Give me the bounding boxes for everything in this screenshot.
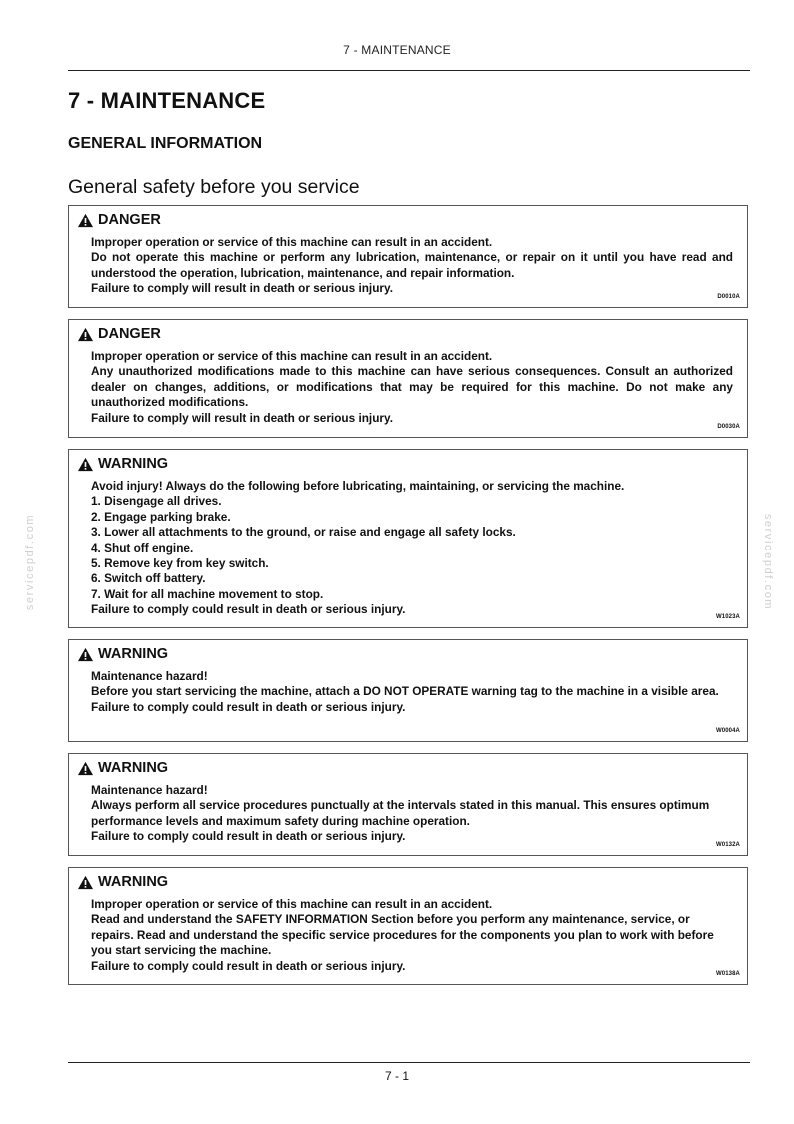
notice-line: Improper operation or service of this machine can result in an accident.	[91, 349, 493, 363]
notice-line: Maintenance hazard!	[91, 669, 208, 683]
notice-list-item: 2. Engage parking brake.	[91, 509, 231, 524]
notice-line: Failure to comply will result in death or serious injury.	[91, 281, 393, 296]
notice-list-item: 1. Disengage all drives.	[91, 494, 222, 509]
notice-code: W0138A	[716, 971, 740, 977]
danger-notice	[68, 205, 748, 308]
notice-line: Failure to comply could result in death or serious injury.	[91, 602, 406, 617]
header-rule	[68, 70, 750, 71]
notice-heading	[77, 760, 168, 776]
notice-heading	[77, 326, 161, 342]
notice-line: Failure to comply will result in death or serious injury.	[91, 410, 393, 425]
footer-rule	[68, 1062, 750, 1063]
notice-body	[91, 783, 733, 845]
danger-notice	[68, 319, 748, 438]
warning-triangle-icon	[77, 875, 94, 890]
notice-heading-label: WARNING	[98, 874, 169, 890]
notice-line: Failure to comply could result in death or serious injury.	[91, 829, 406, 844]
watermark-right: servicepdf.com	[762, 513, 774, 611]
notice-heading	[77, 874, 168, 890]
warning-notice	[68, 449, 748, 628]
warning-notice	[68, 867, 748, 985]
chapter-title: 7 - MAINTENANCE	[68, 88, 266, 113]
notice-list-item: 7. Wait for all machine movement to stop.	[91, 586, 324, 601]
running-header: 7 - MAINTENANCE	[343, 43, 451, 57]
notice-body	[91, 669, 733, 715]
page-number: 7 - 1	[384, 1069, 409, 1083]
warning-notice	[68, 753, 748, 856]
notice-heading-label: DANGER	[98, 326, 161, 342]
notice-body	[91, 235, 733, 297]
notice-heading-label: WARNING	[98, 760, 169, 776]
warning-triangle-icon	[77, 761, 94, 776]
notice-body	[91, 349, 733, 426]
warning-triangle-icon	[77, 647, 94, 662]
notice-line: Improper operation or service of this machine can result in an accident.	[91, 897, 493, 911]
notice-code: W1023A	[716, 614, 740, 620]
notice-list-item: 4. Shut off engine.	[91, 540, 194, 555]
notice-code: D0030A	[717, 424, 740, 430]
notice-heading	[77, 212, 161, 228]
notice-list-item: 5. Remove key from key switch.	[91, 556, 269, 571]
notice-line: Failure to comply could result in death or serious injury.	[91, 958, 406, 973]
notice-paragraph: Read and understand the SAFETY INFORMATION Section before you perform any maintenance, service, or repairs. Read and understand the specific service procedures for the components you plan to work with before you start servicing the machine.	[91, 912, 714, 958]
notice-code: W0004A	[716, 728, 740, 734]
notice-paragraph: Before you start servicing the machine, attach a DO NOT OPERATE warning tag to the machine in a visible area.	[91, 684, 719, 699]
notice-heading	[77, 456, 168, 472]
notice-paragraph: Any unauthorized modifications made to this machine can have serious consequences. Consult an authorized dealer on changes, additions, or modifications that may be required for this machine. Do not make any unauthorized modifications.	[91, 364, 733, 410]
warning-triangle-icon	[77, 213, 94, 228]
notice-code: D0010A	[717, 294, 740, 300]
warning-triangle-icon	[77, 457, 94, 472]
subsection-title: General safety before you service	[68, 176, 360, 198]
warning-triangle-icon	[77, 327, 94, 342]
notice-heading-label: WARNING	[98, 456, 169, 472]
watermark-left: servicepdf.com	[24, 513, 36, 611]
notice-list-item: 6. Switch off battery.	[91, 571, 206, 586]
notice-line: Improper operation or service of this machine can result in an accident.	[91, 235, 493, 249]
section-title: GENERAL INFORMATION	[68, 135, 263, 152]
notice-line: Maintenance hazard!	[91, 783, 208, 797]
notice-body	[91, 479, 733, 618]
notice-heading-label: DANGER	[98, 212, 161, 228]
notice-body	[91, 897, 733, 974]
notice-list-item: 3. Lower all attachments to the ground, or raise and engage all safety locks.	[91, 525, 516, 540]
notice-heading	[77, 646, 168, 662]
notice-paragraph: Always perform all service procedures punctually at the intervals stated in this manual. This ensures optimum performance levels and maximum safety during machine operation.	[91, 798, 710, 828]
notice-heading-label: WARNING	[98, 646, 169, 662]
notice-code: W0132A	[716, 842, 740, 848]
notice-paragraph: Do not operate this machine or perform any lubrication, maintenance, or repair on it until you have read and understood the operation, lubrication, maintenance, and repair information.	[91, 250, 733, 280]
notice-line: Failure to comply could result in death or serious injury.	[91, 699, 406, 714]
warning-notice	[68, 639, 748, 742]
notice-line: Avoid injury! Always do the following before lubricating, maintaining, or servicing the machine.	[91, 479, 625, 493]
